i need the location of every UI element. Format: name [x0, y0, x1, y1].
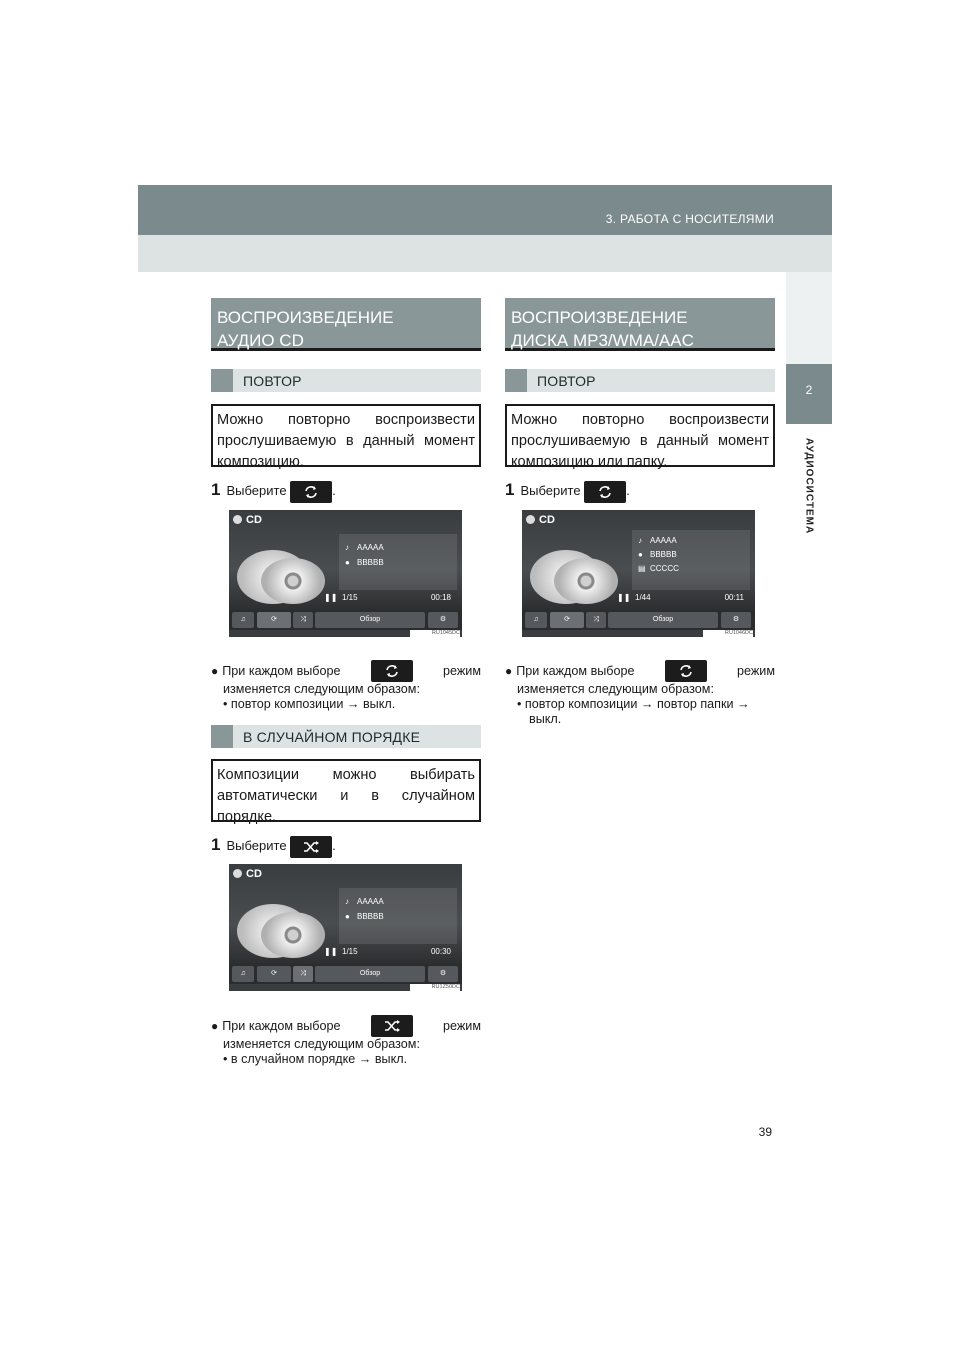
play-time: 00:11 [724, 593, 744, 602]
repeat-icon [678, 663, 694, 679]
repeat-icon [384, 663, 400, 679]
browse-button[interactable]: Обзор [315, 966, 425, 982]
shuffle-button[interactable]: ⤨ [293, 966, 313, 982]
play-time: 00:30 [430, 947, 451, 956]
track-number: 1/44 [635, 593, 651, 602]
track-album: ● BBBBB [345, 558, 384, 567]
step-number: 1 [211, 480, 221, 499]
screen-audio-cd-repeat [229, 510, 462, 637]
folder-icon: ▤ [638, 564, 646, 573]
section-heading-line2: АУДИО CD [217, 331, 304, 350]
media-button[interactable]: ♫ [525, 612, 547, 628]
disc-small-icon: ● [638, 550, 643, 559]
progress-row [617, 593, 750, 607]
subheading-repeat [505, 369, 775, 392]
track-number: 1/15 [342, 947, 358, 956]
info-box: Можно повторно воспроизвести прослушиваемую в данный момент композицию. [211, 404, 481, 467]
settings-button[interactable]: ⚙ [721, 612, 751, 628]
play-time: 00:18 [430, 593, 451, 602]
disc-icon [526, 515, 535, 524]
repeat-icon [303, 484, 319, 500]
section-heading-line1: ВОСПРОИЗВЕДЕНИЕ [217, 308, 394, 327]
screen-mp3-repeat [522, 510, 755, 637]
step-number: 1 [211, 835, 221, 854]
shuffle-icon [384, 1018, 400, 1034]
subheading-marker [211, 725, 233, 748]
subheading-marker [211, 369, 233, 392]
step-text: Выберите [520, 483, 581, 498]
disc-image [554, 558, 618, 604]
info-box: Композиции можно выбирать автоматически и в случайном порядке. [211, 759, 481, 822]
progress-row [324, 593, 457, 607]
step-number: 1 [505, 480, 515, 499]
settings-button[interactable]: ⚙ [428, 966, 458, 982]
subheading-label: ПОВТОР [243, 373, 302, 389]
bullet-dot: ● [505, 663, 513, 678]
repeat-icon [597, 484, 613, 500]
repeat-button[interactable] [584, 481, 626, 503]
header-band [138, 185, 832, 235]
control-bar [522, 610, 755, 630]
track-title: ♪ AAAAA [638, 536, 677, 545]
control-bar [229, 964, 462, 984]
step-line: 1 Выберите . [211, 835, 336, 858]
step-text: Выберите [226, 483, 287, 498]
repeat-button[interactable]: ⟳ [257, 966, 291, 982]
media-button[interactable]: ♫ [232, 966, 254, 982]
screen-audio-cd-random [229, 864, 462, 991]
track-folder: ▤ CCCCC [638, 564, 679, 573]
browse-button[interactable]: Обзор [608, 612, 718, 628]
source-label: CD [526, 514, 555, 526]
bullet-note: ● При каждом выборе режим изменяется следующим образом: • повтор композиции → повтор папки → выкл. [505, 660, 775, 727]
bullet-note: ● При каждом выборе режим изменяется следующим образом: • повтор композиции → выкл. [211, 660, 481, 712]
step-text: Выберите [226, 838, 287, 853]
side-tab-number: 2 [805, 383, 813, 397]
repeat-button[interactable] [371, 660, 413, 682]
disc-image [261, 912, 325, 958]
track-title: ♪ AAAAA [345, 897, 384, 906]
figure-code: RU1Z50DC [410, 984, 460, 991]
track-album: ● BBBBB [638, 550, 677, 559]
control-bar [229, 610, 462, 630]
subheading-label: В СЛУЧАЙНОМ ПОРЯДКЕ [243, 729, 421, 745]
track-album: ● BBBBB [345, 912, 384, 921]
pause-icon[interactable]: ❚❚ [617, 593, 631, 602]
pause-icon[interactable]: ❚❚ [324, 947, 338, 956]
shuffle-button[interactable] [371, 1015, 413, 1037]
subheading-marker [505, 369, 527, 392]
subheading-repeat [211, 369, 481, 392]
section-heading-line2: ДИСКА MP3/WMA/AAC [511, 331, 694, 350]
disc-icon [233, 515, 242, 524]
step-line: 1 Выберите . [505, 480, 630, 503]
browse-button[interactable]: Обзор [315, 612, 425, 628]
track-title: ♪ AAAAA [345, 543, 384, 552]
subheading-random [211, 725, 481, 748]
side-tab-top [786, 272, 832, 364]
step-line: 1 Выберите . [211, 480, 336, 503]
figure-code: RU1046DC [703, 630, 753, 637]
section-heading-line1: ВОСПРОИЗВЕДЕНИЕ [511, 308, 688, 327]
figure-code: RU1045DC [410, 630, 460, 637]
progress-row [324, 947, 457, 961]
media-button[interactable]: ♫ [232, 612, 254, 628]
side-tab-label-box [786, 424, 832, 554]
section-heading-mp3-disc [505, 298, 775, 351]
disc-small-icon: ● [345, 558, 350, 567]
repeat-button[interactable]: ⟳ [550, 612, 584, 628]
section-heading-audio-cd [211, 298, 481, 351]
repeat-button[interactable]: ⟳ [257, 612, 291, 628]
side-tab-label: АУДИОСИСТЕМА [803, 437, 815, 535]
repeat-button[interactable] [290, 481, 332, 503]
pause-icon[interactable]: ❚❚ [324, 593, 338, 602]
disc-image [261, 558, 325, 604]
bullet-dot: ● [211, 663, 219, 678]
header-subband [138, 235, 832, 272]
music-note-icon: ♪ [345, 543, 349, 552]
shuffle-button[interactable]: ⤨ [293, 612, 313, 628]
source-label: CD [233, 868, 262, 880]
bullet-dot: ● [211, 1018, 219, 1033]
track-number: 1/15 [342, 593, 358, 602]
music-note-icon: ♪ [345, 897, 349, 906]
shuffle-icon [303, 839, 319, 855]
music-note-icon: ♪ [638, 536, 642, 545]
page-number: 39 [758, 1125, 772, 1139]
info-box: Можно повторно воспроизвести прослушиваемую в данный момент композицию или папку. [505, 404, 775, 467]
chapter-title: 3. РАБОТА С НОСИТЕЛЯМИ [605, 212, 774, 226]
repeat-button[interactable] [665, 660, 707, 682]
shuffle-button[interactable] [290, 836, 332, 858]
source-label: CD [233, 514, 262, 526]
disc-icon [233, 869, 242, 878]
settings-button[interactable]: ⚙ [428, 612, 458, 628]
bullet-note: ● При каждом выборе режим изменяется следующим образом: • в случайном порядке → выкл. [211, 1015, 481, 1067]
subheading-label: ПОВТОР [537, 373, 596, 389]
shuffle-button[interactable]: ⤨ [586, 612, 606, 628]
disc-small-icon: ● [345, 912, 350, 921]
